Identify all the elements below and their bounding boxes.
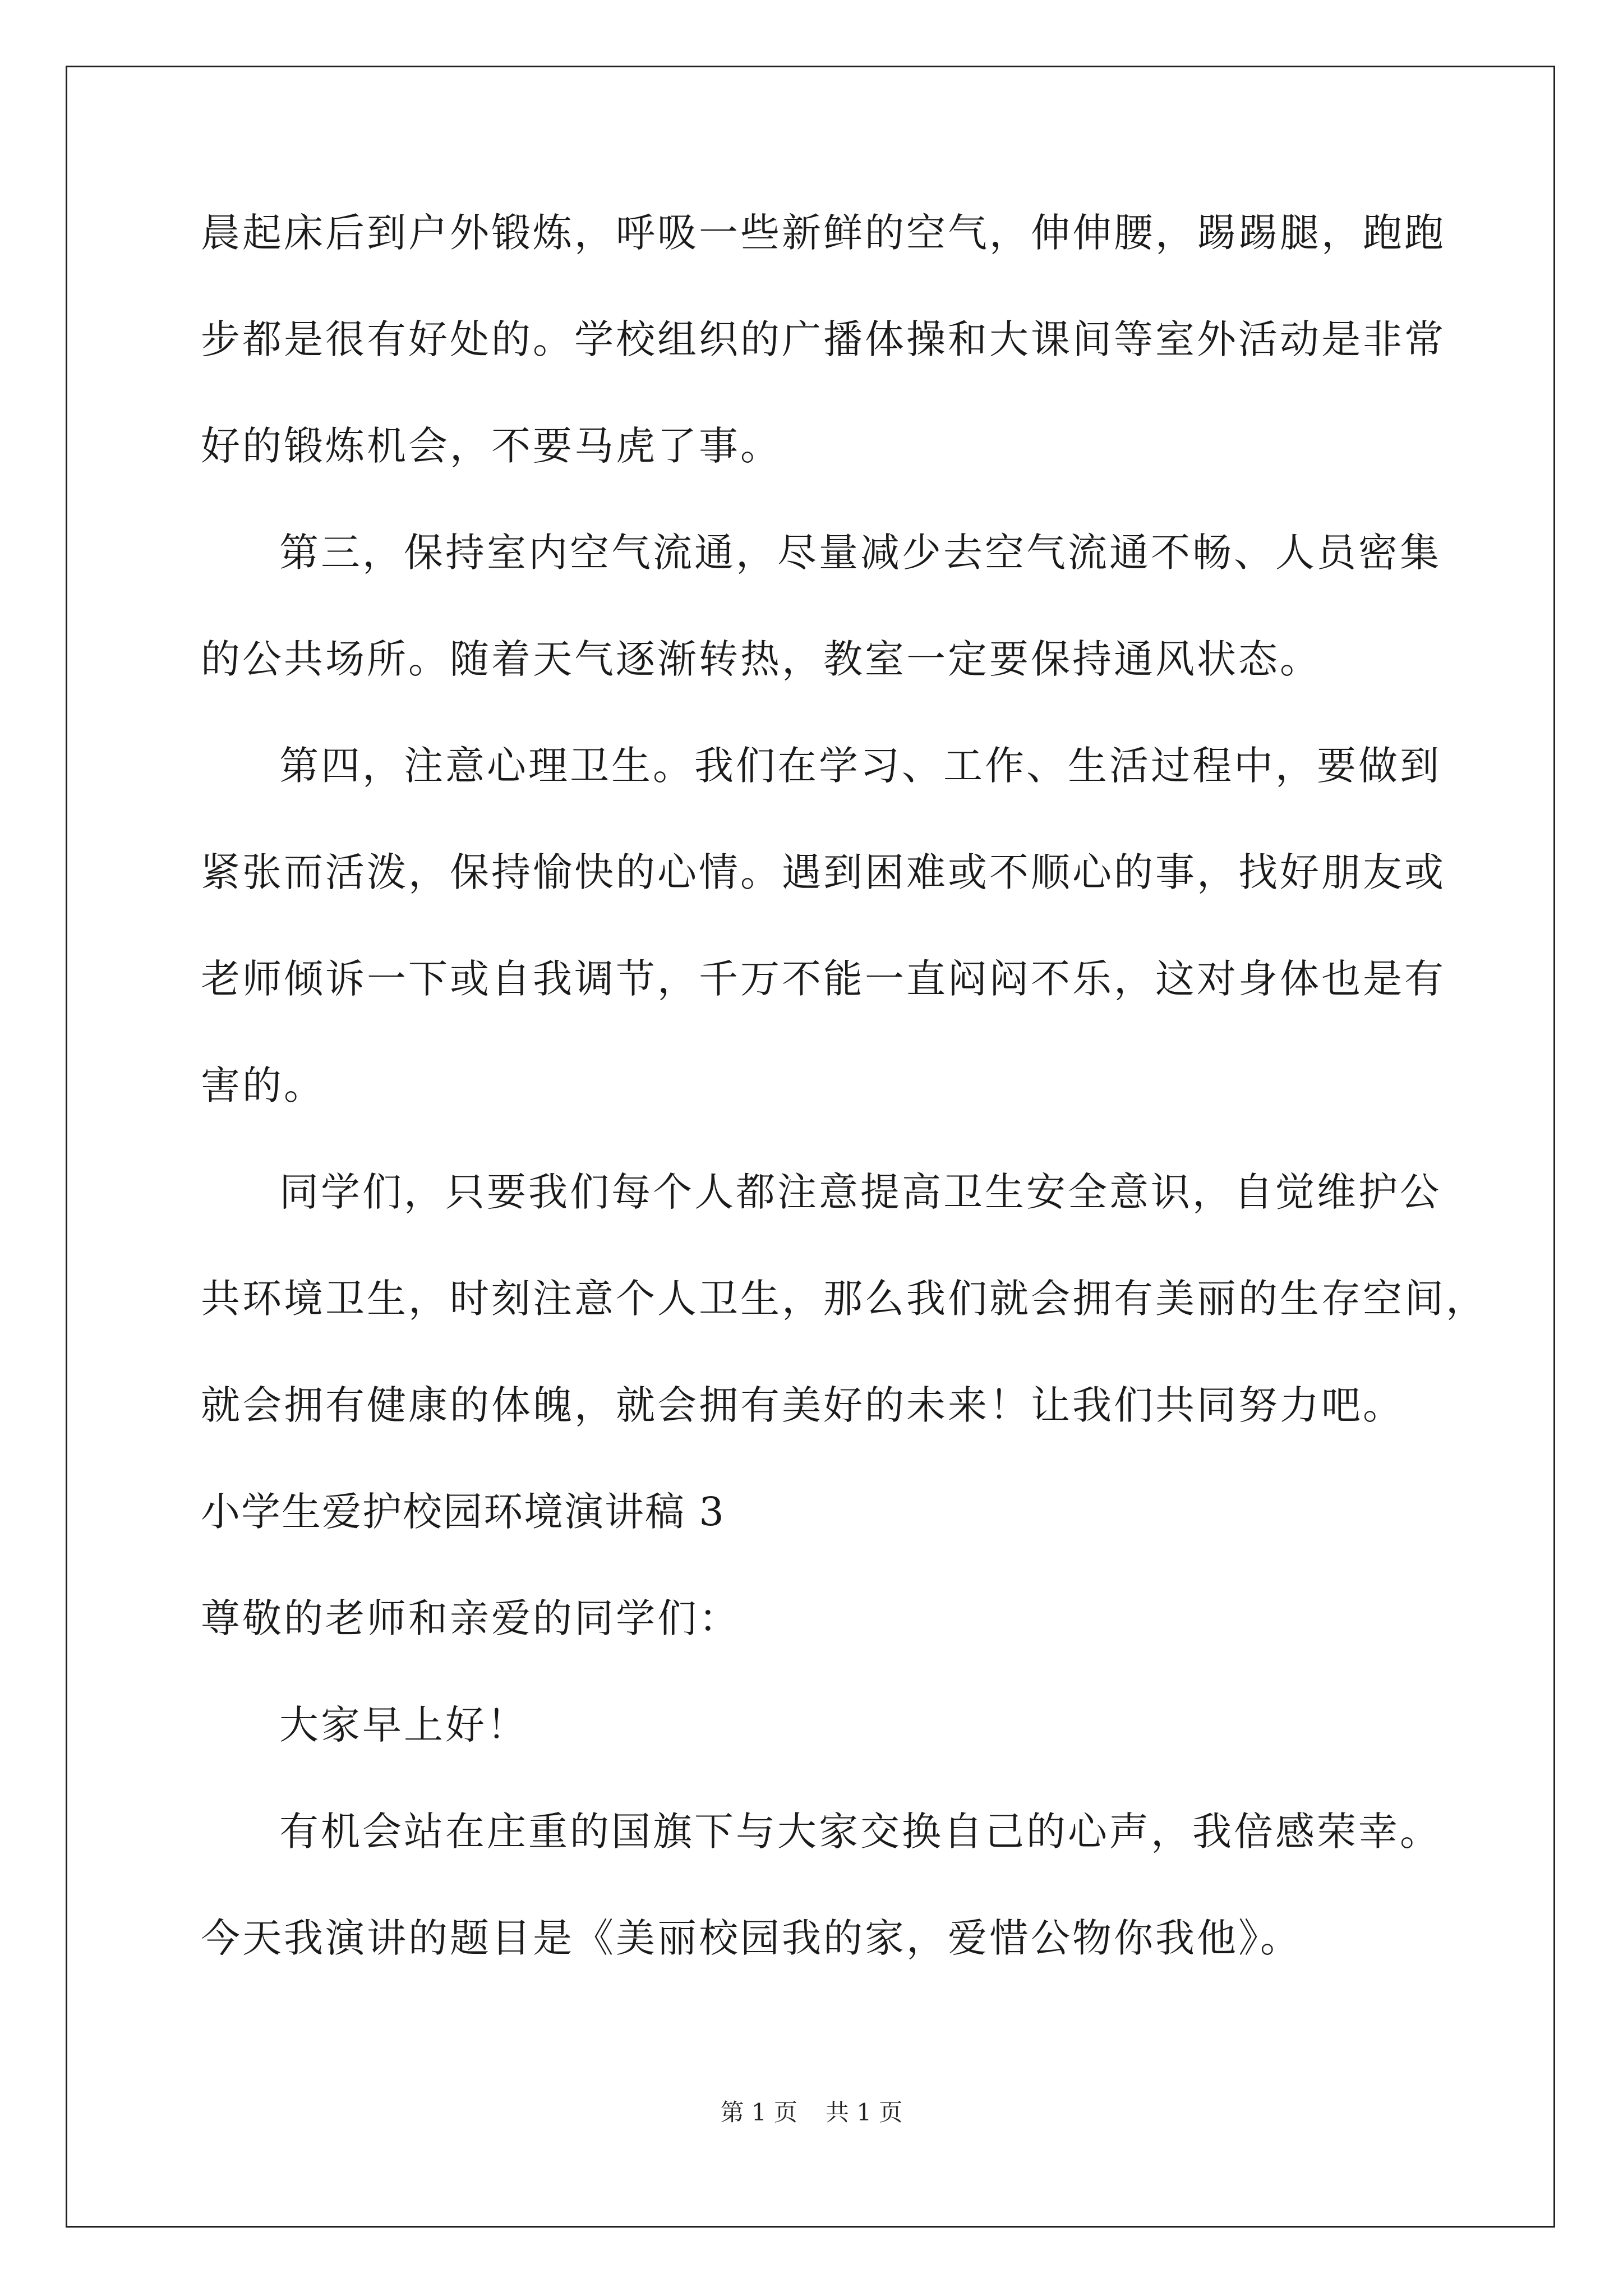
page-footer [0,2099,1623,2126]
paragraph-line: 晨起床后到户外锻炼，呼吸一些新鲜的空气，伸伸腰，踢踢腿，跑跑 [201,210,1446,256]
paragraph-line: 第三，保持室内空气流通，尽量减少去空气流通不畅、人员密集 [279,530,1441,576]
paragraph-line: 有机会站在庄重的国旗下与大家交换自己的心声，我倍感荣幸。 [279,1809,1441,1855]
paragraph-line: 紧张而活泼，保持愉快的心情。遇到困难或不顺心的事，找好朋友或 [201,849,1446,895]
paragraph-line: 的公共场所。随着天气逐渐转热，教室一定要保持通风状态。 [201,636,1321,682]
section-title: 小学生爱护校园环境演讲稿 3 [201,1489,725,1535]
page-number: 第 1 页 [720,2099,797,2126]
paragraph-line: 步都是很有好处的。学校组织的广播体操和大课间等室外活动是非常 [201,316,1446,362]
salutation-line: 尊敬的老师和亲爱的同学们： [201,1595,740,1641]
document-body [201,210,1487,2025]
paragraph-line: 老师倾诉一下或自我调节，千万不能一直闷闷不乐，这对身体也是有 [201,956,1446,1002]
paragraph-line: 害的。 [201,1062,325,1108]
paragraph-line: 好的锻炼机会，不要马虎了事。 [201,423,782,469]
greeting-line: 大家早上好！ [279,1702,528,1748]
paragraph-line: 同学们，只要我们每个人都注意提高卫生安全意识，自觉维护公 [279,1169,1441,1215]
paragraph-line: 今天我演讲的题目是《美丽校园我的家，爱惜公物你我他》。 [201,1915,1302,1961]
paragraph-line: 共环境卫生，时刻注意个人卫生，那么我们就会拥有美丽的生存空间， [201,1276,1487,1322]
page-total: 共 1 页 [826,2099,903,2126]
paragraph-line: 就会拥有健康的体魄，就会拥有美好的未来！让我们共同努力吧。 [201,1382,1404,1428]
paragraph-line: 第四，注意心理卫生。我们在学习、工作、生活过程中，要做到 [279,743,1441,789]
